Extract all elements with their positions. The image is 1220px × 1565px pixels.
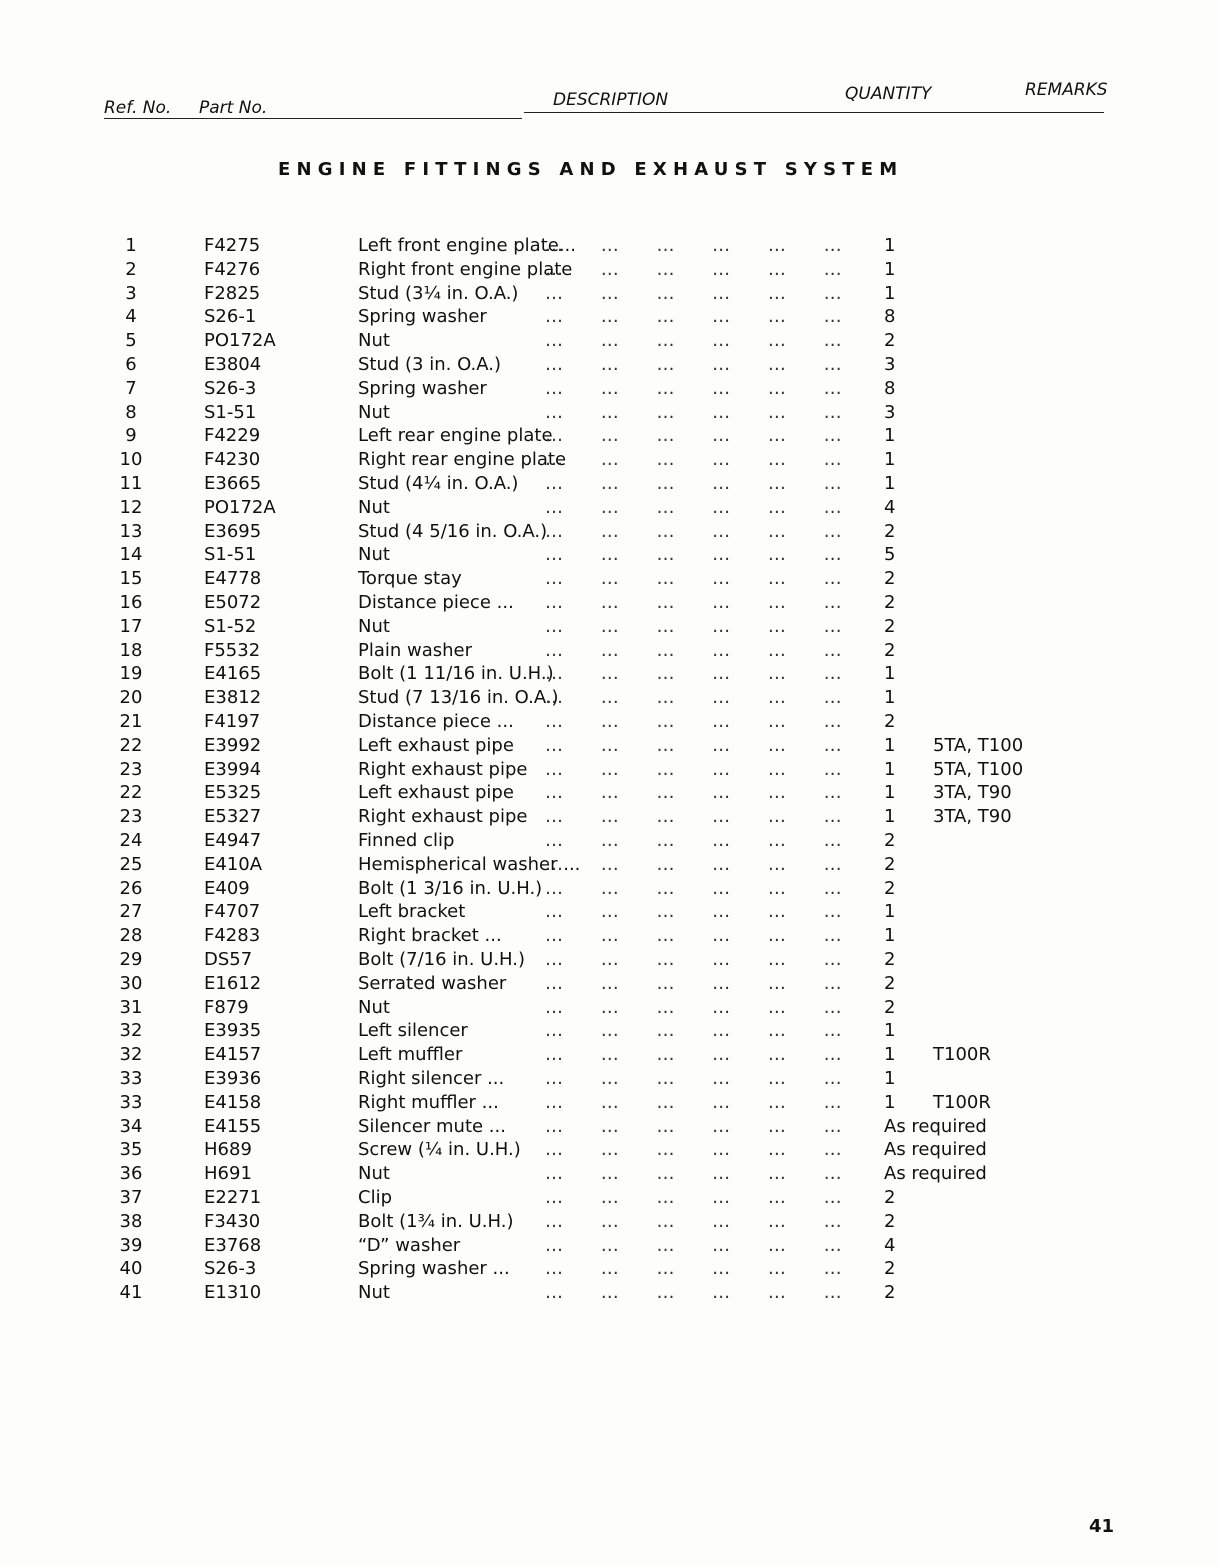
quantity-cell: 2 [884, 1258, 896, 1280]
quantity-cell: 3 [884, 401, 896, 423]
description-cell: Distance piece ... [358, 592, 514, 613]
quantity-cell: 2 [884, 592, 896, 613]
remarks-cell: 3TA, T90 [933, 806, 1012, 828]
description-cell: Stud (7 13/16 in. O.A.) [358, 687, 559, 709]
leader-dots: … … … … … … [545, 901, 843, 923]
quantity-cell: 1 [884, 1020, 896, 1042]
part-no-cell: E4165 [204, 663, 262, 685]
quantity-cell: 2 [884, 830, 896, 851]
description-cell: Bolt (7/16 in. U.H.) [358, 949, 526, 970]
part-no-cell: F4276 [204, 258, 261, 280]
description-cell: Left exhaust pipe [358, 782, 514, 804]
ref-cell: 12 [119, 496, 143, 518]
leader-dots: … … … … … … [545, 972, 843, 994]
leader-dots: … … … … … … [545, 401, 843, 423]
table-row [0, 615, 1220, 639]
table-row [0, 472, 1220, 496]
ref-cell: 36 [119, 1163, 143, 1185]
description-cell: Left front engine plate... [358, 235, 576, 256]
table-row [0, 948, 1220, 972]
table-row [0, 329, 1220, 353]
ref-cell: 21 [119, 711, 143, 732]
remarks-cell: T100R [933, 1044, 991, 1066]
description-cell: Right rear engine plate [358, 449, 567, 471]
part-no-cell: F4197 [204, 711, 261, 732]
description-cell: Nut [358, 544, 390, 566]
ref-cell: 8 [125, 401, 137, 423]
table-row [0, 234, 1220, 258]
description-cell: Left silencer [358, 1020, 468, 1042]
ref-cell: 20 [119, 687, 143, 709]
ref-cell: 38 [119, 1210, 143, 1232]
description-cell: Right muffler ... [358, 1091, 499, 1113]
page-number: 41 [1089, 1516, 1115, 1537]
table-row [0, 448, 1220, 472]
part-no-cell: E409 [204, 877, 250, 899]
ref-cell: 32 [119, 1020, 143, 1042]
quantity-cell: 2 [884, 996, 896, 1018]
table-row [0, 900, 1220, 924]
part-no-cell: S1-51 [204, 544, 257, 566]
table-row [0, 1210, 1220, 1234]
header-part-no: Part No. [199, 98, 268, 118]
part-no-cell: S26-3 [204, 377, 257, 399]
table-row [0, 353, 1220, 377]
description-cell: Right front engine plate [358, 258, 573, 280]
remarks-cell: T100R [933, 1091, 991, 1113]
description-cell: Nut [358, 996, 390, 1018]
table-row [0, 734, 1220, 758]
part-no-cell: E5072 [204, 592, 262, 613]
table-row [0, 972, 1220, 996]
remarks-cell: 3TA, T90 [933, 782, 1012, 804]
part-no-cell: E3665 [204, 473, 262, 494]
table-row [0, 258, 1220, 282]
ref-cell: 27 [119, 901, 143, 923]
quantity-cell: 2 [884, 615, 896, 637]
part-no-cell: F4283 [204, 925, 261, 947]
table-row [0, 662, 1220, 686]
ref-cell: 19 [119, 663, 143, 685]
quantity-cell: 2 [884, 972, 896, 994]
ref-cell: 34 [119, 1115, 143, 1137]
leader-dots: … … … … … … [545, 568, 843, 590]
part-no-cell: F4230 [204, 449, 261, 471]
leader-dots: … … … … … … [545, 663, 843, 685]
table-row [0, 829, 1220, 853]
leader-dots: … … … … … … [545, 258, 843, 280]
quantity-cell: 1 [884, 1091, 896, 1113]
header-description: DESCRIPTION [553, 90, 669, 110]
description-cell: Clip [358, 1187, 392, 1208]
quantity-cell: 1 [884, 425, 896, 447]
leader-dots: … … … … … … [545, 687, 843, 709]
ref-cell: 37 [119, 1187, 143, 1208]
leader-dots: … … … … … … [545, 758, 843, 780]
leader-dots: … … … … … … [545, 1139, 843, 1161]
leader-dots: … … … … … … [545, 996, 843, 1018]
ref-cell: 16 [119, 592, 143, 613]
quantity-cell: 1 [884, 235, 896, 256]
ref-cell: 11 [119, 473, 143, 494]
table-row [0, 567, 1220, 591]
description-cell: Right bracket ... [358, 925, 502, 947]
header-ref-no: Ref. No. [104, 98, 172, 118]
header-rule-right [524, 112, 1104, 113]
description-cell: Plain washer [358, 639, 473, 661]
part-no-cell: E3695 [204, 520, 262, 542]
ref-cell: 1 [125, 235, 137, 256]
ref-cell: 23 [119, 758, 143, 780]
table-row [0, 710, 1220, 734]
table-row [0, 1162, 1220, 1186]
part-no-cell: F879 [204, 996, 249, 1018]
table-row [0, 877, 1220, 901]
part-no-cell: E4778 [204, 568, 262, 590]
leader-dots: … … … … … … [545, 473, 843, 494]
leader-dots: … … … … … … [545, 520, 843, 542]
ref-cell: 17 [119, 615, 143, 637]
ref-cell: 22 [119, 734, 143, 756]
quantity-cell: 2 [884, 1187, 896, 1208]
ref-cell: 13 [119, 520, 143, 542]
quantity-cell: 1 [884, 1068, 896, 1089]
quantity-cell: As required [884, 1139, 987, 1161]
quantity-cell: As required [884, 1115, 987, 1137]
ref-cell: 6 [125, 354, 137, 375]
quantity-cell: 1 [884, 473, 896, 494]
part-no-cell: S26-1 [204, 306, 257, 328]
leader-dots: … … … … … … [545, 449, 843, 471]
ref-cell: 35 [119, 1139, 143, 1161]
header-rule-left [104, 118, 522, 119]
table-row [0, 996, 1220, 1020]
leader-dots: … … … … … … [545, 1187, 843, 1208]
description-cell: Bolt (1¾ in. U.H.) [358, 1210, 514, 1232]
ref-cell: 33 [119, 1068, 143, 1089]
quantity-cell: 2 [884, 1282, 896, 1304]
ref-cell: 28 [119, 925, 143, 947]
quantity-cell: 4 [884, 496, 896, 518]
table-row [0, 758, 1220, 782]
quantity-cell: 2 [884, 877, 896, 899]
leader-dots: … … … … … … [545, 1163, 843, 1185]
part-no-cell: E3935 [204, 1020, 262, 1042]
leader-dots: … … … … … … [545, 1258, 843, 1280]
quantity-cell: 1 [884, 925, 896, 947]
table-row [0, 591, 1220, 615]
description-cell: Left exhaust pipe [358, 734, 514, 756]
ref-cell: 18 [119, 639, 143, 661]
table-row [0, 496, 1220, 520]
leader-dots: … … … … … … [545, 496, 843, 518]
leader-dots: … … … … … … [545, 615, 843, 637]
description-cell: Hemispherical washer ... [358, 853, 581, 875]
description-cell: Torque stay [358, 568, 462, 590]
description-cell: Stud (3 in. O.A.) [358, 354, 501, 375]
quantity-cell: 2 [884, 711, 896, 732]
description-cell: Left rear engine plate [358, 425, 553, 447]
leader-dots: … … … … … … [545, 1044, 843, 1066]
table-row [0, 543, 1220, 567]
part-no-cell: E4947 [204, 830, 262, 851]
ref-cell: 25 [119, 853, 143, 875]
leader-dots: … … … … … … [545, 877, 843, 899]
quantity-cell: 1 [884, 282, 896, 304]
leader-dots: … … … … … … [545, 1234, 843, 1256]
leader-dots: … … … … … … [545, 1115, 843, 1137]
quantity-cell: 3 [884, 354, 896, 375]
header-remarks: REMARKS [1025, 80, 1108, 100]
ref-cell: 15 [119, 568, 143, 590]
ref-cell: 32 [119, 1044, 143, 1066]
ref-cell: 39 [119, 1234, 143, 1256]
section-title: ENGINE FITTINGS AND EXHAUST SYSTEM [278, 159, 904, 180]
part-no-cell: S26-3 [204, 1258, 257, 1280]
part-no-cell: E2271 [204, 1187, 262, 1208]
ref-cell: 4 [125, 306, 137, 328]
ref-cell: 2 [125, 258, 137, 280]
part-no-cell: F2825 [204, 282, 261, 304]
description-cell: “D” washer [358, 1234, 461, 1256]
table-row [0, 1257, 1220, 1281]
leader-dots: … … … … … … [545, 544, 843, 566]
description-cell: Stud (4¼ in. O.A.) [358, 473, 519, 494]
ref-cell: 26 [119, 877, 143, 899]
part-no-cell: S1-51 [204, 401, 257, 423]
description-cell: Nut [358, 615, 390, 637]
quantity-cell: 4 [884, 1234, 896, 1256]
ref-cell: 10 [119, 449, 143, 471]
table-row [0, 1281, 1220, 1305]
leader-dots: … … … … … … [545, 925, 843, 947]
description-cell: Finned clip [358, 830, 455, 851]
ref-cell: 30 [119, 972, 143, 994]
leader-dots: … … … … … … [545, 425, 843, 447]
quantity-cell: 2 [884, 853, 896, 875]
ref-cell: 33 [119, 1091, 143, 1113]
ref-cell: 5 [125, 330, 137, 352]
ref-cell: 31 [119, 996, 143, 1018]
description-cell: Stud (4 5/16 in. O.A.) [358, 520, 548, 542]
description-cell: Right exhaust pipe [358, 758, 528, 780]
quantity-cell: 8 [884, 306, 896, 328]
description-cell: Nut [358, 1163, 390, 1185]
description-cell: Silencer mute ... [358, 1115, 506, 1137]
quantity-cell: 1 [884, 806, 896, 828]
leader-dots: … … … … … … [545, 782, 843, 804]
quantity-cell: 1 [884, 449, 896, 471]
description-cell: Distance piece ... [358, 711, 514, 732]
part-no-cell: DS57 [204, 949, 253, 970]
leader-dots: … … … … … … [545, 377, 843, 399]
part-no-cell: E4157 [204, 1044, 262, 1066]
table-row [0, 1043, 1220, 1067]
quantity-cell: 1 [884, 663, 896, 685]
leader-dots: … … … … … … [545, 806, 843, 828]
ref-cell: 14 [119, 544, 143, 566]
leader-dots: … … … … … … [545, 354, 843, 375]
description-cell: Bolt (1 11/16 in. U.H.) [358, 663, 554, 685]
description-cell: Nut [358, 1282, 390, 1304]
quantity-cell: 1 [884, 758, 896, 780]
table-row [0, 924, 1220, 948]
column-header [0, 80, 1220, 120]
description-cell: Stud (3¼ in. O.A.) [358, 282, 519, 304]
part-no-cell: F3430 [204, 1210, 261, 1232]
description-cell: Right silencer ... [358, 1068, 505, 1089]
part-no-cell: F4275 [204, 235, 261, 256]
part-no-cell: E3992 [204, 734, 262, 756]
part-no-cell: F5532 [204, 639, 261, 661]
table-row [0, 520, 1220, 544]
description-cell: Spring washer [358, 306, 487, 328]
table-row [0, 1091, 1220, 1115]
table-row [0, 1115, 1220, 1139]
description-cell: Nut [358, 401, 390, 423]
part-no-cell: S1-52 [204, 615, 257, 637]
table-row [0, 377, 1220, 401]
leader-dots: … … … … … … [545, 1210, 843, 1232]
part-no-cell: F4229 [204, 425, 261, 447]
part-no-cell: E5327 [204, 806, 262, 828]
quantity-cell: 1 [884, 258, 896, 280]
quantity-cell: 1 [884, 1044, 896, 1066]
leader-dots: … … … … … … [545, 1068, 843, 1089]
table-row [0, 639, 1220, 663]
part-no-cell: E3804 [204, 354, 262, 375]
description-cell: Nut [358, 496, 390, 518]
description-cell: Left muffler [358, 1044, 463, 1066]
quantity-cell: 2 [884, 639, 896, 661]
description-cell: Spring washer ... [358, 1258, 510, 1280]
leader-dots: … … … … … … [545, 1020, 843, 1042]
quantity-cell: 1 [884, 734, 896, 756]
leader-dots: … … … … … … [545, 330, 843, 352]
table-row [0, 1019, 1220, 1043]
part-no-cell: E5325 [204, 782, 262, 804]
part-no-cell: E3994 [204, 758, 262, 780]
table-row [0, 1234, 1220, 1258]
leader-dots: … … … … … … [545, 734, 843, 756]
description-cell: Bolt (1 3/16 in. U.H.) [358, 877, 543, 899]
description-cell: Nut [358, 330, 390, 352]
ref-cell: 23 [119, 806, 143, 828]
ref-cell: 40 [119, 1258, 143, 1280]
leader-dots: … … … … … … [545, 306, 843, 328]
description-cell: Serrated washer [358, 972, 507, 994]
quantity-cell: 1 [884, 901, 896, 923]
leader-dots: … … … … … … [545, 949, 843, 970]
remarks-cell: 5TA, T100 [933, 734, 1024, 756]
table-row [0, 853, 1220, 877]
part-no-cell: E1612 [204, 972, 262, 994]
description-cell: Screw (¼ in. U.H.) [358, 1139, 521, 1161]
part-no-cell: E410A [204, 853, 263, 875]
quantity-cell: 2 [884, 949, 896, 970]
part-no-cell: E4155 [204, 1115, 262, 1137]
quantity-cell: 2 [884, 568, 896, 590]
remarks-cell: 5TA, T100 [933, 758, 1024, 780]
ref-cell: 41 [119, 1282, 143, 1304]
header-quantity: QUANTITY [845, 84, 932, 104]
part-no-cell: E3812 [204, 687, 262, 709]
table-row [0, 424, 1220, 448]
quantity-cell: 5 [884, 544, 896, 566]
table-row [0, 282, 1220, 306]
table-row [0, 686, 1220, 710]
quantity-cell: 2 [884, 1210, 896, 1232]
part-no-cell: E1310 [204, 1282, 262, 1304]
leader-dots: … … … … … … [545, 235, 843, 256]
ref-cell: 3 [125, 282, 137, 304]
part-no-cell: E4158 [204, 1091, 262, 1113]
part-no-cell: E3936 [204, 1068, 262, 1089]
leader-dots: … … … … … … [545, 711, 843, 732]
description-cell: Right exhaust pipe [358, 806, 528, 828]
ref-cell: 29 [119, 949, 143, 970]
quantity-cell: 1 [884, 687, 896, 709]
description-cell: Spring washer [358, 377, 487, 399]
leader-dots: … … … … … … [545, 1282, 843, 1304]
leader-dots: … … … … … … [545, 282, 843, 304]
ref-cell: 7 [125, 377, 137, 399]
quantity-cell: As required [884, 1163, 987, 1185]
table-row [0, 1138, 1220, 1162]
ref-cell: 24 [119, 830, 143, 851]
part-no-cell: PO172A [204, 330, 276, 352]
part-no-cell: F4707 [204, 901, 261, 923]
table-row [0, 305, 1220, 329]
part-no-cell: H689 [204, 1139, 252, 1161]
leader-dots: … … … … … … [545, 1091, 843, 1113]
quantity-cell: 1 [884, 782, 896, 804]
table-row [0, 1186, 1220, 1210]
part-no-cell: PO172A [204, 496, 276, 518]
quantity-cell: 2 [884, 330, 896, 352]
table-row [0, 1067, 1220, 1091]
table-row [0, 781, 1220, 805]
table-row [0, 401, 1220, 425]
quantity-cell: 2 [884, 520, 896, 542]
quantity-cell: 8 [884, 377, 896, 399]
table-row [0, 805, 1220, 829]
ref-cell: 22 [119, 782, 143, 804]
part-no-cell: E3768 [204, 1234, 262, 1256]
leader-dots: … … … … … … [545, 639, 843, 661]
leader-dots: … … … … … … [545, 830, 843, 851]
leader-dots: … … … … … … [545, 853, 843, 875]
description-cell: Left bracket [358, 901, 466, 923]
ref-cell: 9 [125, 425, 137, 447]
leader-dots: … … … … … … [545, 592, 843, 613]
part-no-cell: H691 [204, 1163, 252, 1185]
